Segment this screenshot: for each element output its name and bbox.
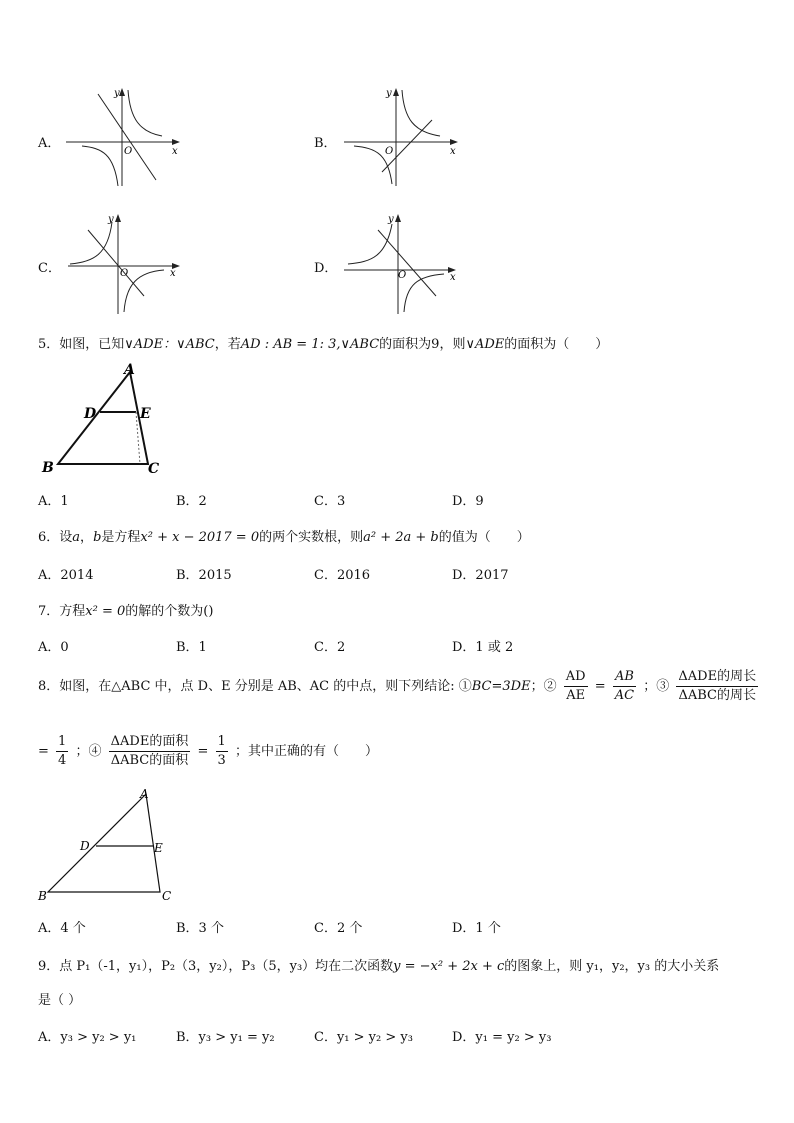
vertex-e-label: E bbox=[140, 406, 151, 422]
q7-option-a[interactable]: A．0 bbox=[38, 640, 69, 655]
q9-stem-line1: 9．点 P₁（-1，y₁），P₂（3，y₂），P₃（5，y₃）均在二次函数y = −x² + 2x + c的图象上，则 y₁，y₂，y₃ 的大小关系 bbox=[38, 959, 720, 974]
q7-option-c[interactable]: C．2 bbox=[314, 640, 346, 655]
y-axis-label: y bbox=[114, 88, 120, 99]
q7-option-b[interactable]: B．1 bbox=[176, 640, 207, 655]
vertex-a-label: A bbox=[140, 787, 149, 801]
q8-stem-line2: = $\frac{1}{4}$ ；④ $\frac{\text{ΔADE的面积}}{\text{ΔABC的面积}}$ = $\frac{1}{3}$ ；其中正确的有（ ） bbox=[38, 734, 378, 768]
x-axis-label: x bbox=[450, 272, 456, 283]
fraction: $\frac{\text{ΔADE的面积}}{\text{ΔABC的面积}}$ bbox=[110, 734, 189, 768]
q5-option-d[interactable]: D．9 bbox=[452, 494, 484, 509]
q8-figure bbox=[36, 786, 176, 904]
vertex-e-label: E bbox=[154, 841, 163, 855]
q6-option-b[interactable]: B．2015 bbox=[176, 568, 232, 583]
option-c-graph bbox=[64, 210, 188, 318]
vertex-d-label: D bbox=[84, 406, 97, 422]
vertex-b-label: B bbox=[42, 460, 54, 476]
q8-stem-line1: 8．如图，在△ABC 中，点 D、E 分别是 AB、AC 的中点，则下列结论: ①BC=3DE；② $\frac{AD}{AE}$ = $\frac{AB}{AC}$ ；③ $\frac{\text{ΔADE的周长}}{\text{ΔABC的周长}}$ bbox=[38, 669, 757, 703]
q6-option-d[interactable]: D．2017 bbox=[452, 568, 509, 583]
vertex-c-label: C bbox=[148, 461, 160, 477]
q6-option-c[interactable]: C．2016 bbox=[314, 568, 371, 583]
option-a-label: A． bbox=[38, 136, 61, 151]
q5-option-c[interactable]: C．3 bbox=[314, 494, 346, 509]
origin-label: O bbox=[124, 146, 133, 157]
q8-option-d[interactable]: D．1 个 bbox=[452, 921, 501, 936]
option-b-graph bbox=[340, 84, 464, 190]
q5-option-b[interactable]: B．2 bbox=[176, 494, 207, 509]
vertex-d-label: D bbox=[80, 839, 90, 853]
origin-label: O bbox=[120, 268, 129, 279]
y-axis-label: y bbox=[388, 214, 394, 225]
q9-stem-line2: 是（ ） bbox=[38, 993, 82, 1008]
q5-stem: 5．如图，已知∨ADE：∨ABC，若AD : AB = 1: 3,∨ABC的面积为9，则∨ADE的面积为（ ） bbox=[38, 337, 609, 352]
q8-option-c[interactable]: C．2 个 bbox=[314, 921, 363, 936]
y-axis-label: y bbox=[108, 214, 114, 225]
y-axis-label: y bbox=[386, 88, 392, 99]
vertex-a-label: A bbox=[124, 362, 135, 378]
q5-figure bbox=[36, 360, 166, 480]
option-b-label: B． bbox=[314, 136, 337, 151]
q5-option-a[interactable]: A．1 bbox=[38, 494, 69, 509]
fraction: $\frac{AB}{AC}$ bbox=[614, 669, 635, 703]
x-axis-label: x bbox=[450, 146, 456, 157]
option-c-label: C． bbox=[38, 261, 61, 276]
option-d-graph bbox=[340, 210, 464, 318]
vertex-c-label: C bbox=[162, 889, 172, 903]
q7-stem: 7．方程x² = 0的解的个数为() bbox=[38, 604, 214, 619]
q9-option-a[interactable]: A．y₃ > y₂ > y₁ bbox=[38, 1030, 137, 1045]
fraction: $\frac{\text{ΔADE的周长}}{\text{ΔABC的周长}}$ bbox=[678, 669, 757, 703]
fraction: $\frac{1}{3}$ bbox=[217, 734, 226, 768]
x-axis-label: x bbox=[172, 146, 178, 157]
q9-option-c[interactable]: C．y₁ > y₂ > y₃ bbox=[314, 1030, 413, 1045]
origin-label: O bbox=[385, 146, 394, 157]
q9-option-b[interactable]: B．y₃ > y₁ = y₂ bbox=[176, 1030, 275, 1045]
option-a-graph bbox=[62, 84, 186, 190]
q6-option-a[interactable]: A．2014 bbox=[38, 568, 94, 583]
fraction: $\frac{AD}{AE}$ bbox=[565, 669, 586, 703]
q8-option-a[interactable]: A．4 个 bbox=[38, 921, 86, 936]
option-d-label: D． bbox=[314, 261, 338, 276]
fraction: $\frac{1}{4}$ bbox=[58, 734, 67, 768]
q7-option-d[interactable]: D．1 或 2 bbox=[452, 640, 514, 655]
vertex-b-label: B bbox=[38, 889, 47, 903]
origin-label: O bbox=[398, 270, 407, 281]
q9-option-d[interactable]: D．y₁ = y₂ > y₃ bbox=[452, 1030, 552, 1045]
q8-option-b[interactable]: B．3 个 bbox=[176, 921, 224, 936]
q6-stem: 6．设a，b是方程x² + x − 2017 = 0的两个实数根，则a² + 2a + b的值为（ ） bbox=[38, 530, 530, 545]
x-axis-label: x bbox=[170, 268, 176, 279]
